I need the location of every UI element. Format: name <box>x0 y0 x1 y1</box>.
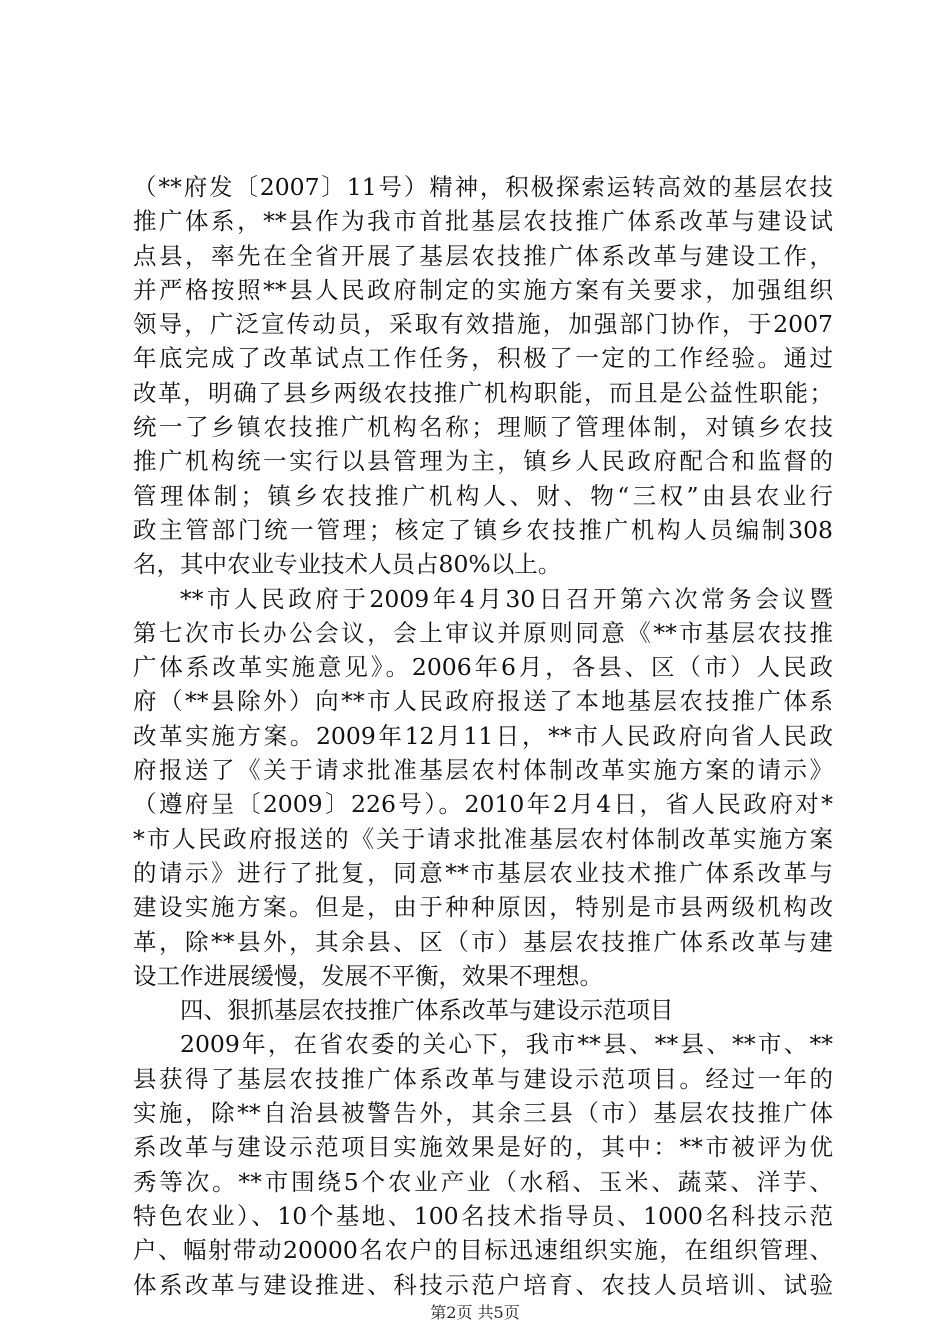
document-body <box>133 170 833 1302</box>
text-line: 府（**县除外）向**市人民政府报送了本地基层农技推广体系 <box>133 687 833 716</box>
text-line: 点县，率先在全省开展了基层农技推广体系改革与建设工作， <box>133 241 833 270</box>
text-line: （遵府呈〔2009〕226号）。2010年2月4日，省人民政府对* <box>133 790 833 819</box>
text-line: 建设实施方案。但是，由于种种原因，特别是市县两级机构改 <box>133 893 833 922</box>
text-line: 的请示》进行了批复，同意**市基层农业技术推广体系改革与 <box>133 858 833 887</box>
text-line: （**府发〔2007〕11号）精神，积极探索运转高效的基层农技 <box>133 173 833 201</box>
text-line: 并严格按照**县人民政府制定的实施方案有关要求，加强组织 <box>133 275 833 304</box>
text-line: **市人民政府于2009年4月30日召开第六次常务会议暨 <box>180 584 833 613</box>
text-line: 户、幅射带动20000名农户的目标迅速组织实施，在组织管理、 <box>133 1236 833 1265</box>
text-line: 改革，明确了县乡两级农技推广机构职能，而且是公益性职能； <box>133 378 833 407</box>
text-line: 府报送了《关于请求批准基层农村体制改革实施方案的请示》 <box>133 756 833 785</box>
text-line: 改革实施方案。2009年12月11日，**市人民政府向省人民政 <box>133 721 833 750</box>
text-line: 秀等次。**市围绕5个农业产业（水稻、玉米、蔬菜、洋芋、 <box>133 1167 833 1196</box>
text-line: 领导，广泛宣传动员，采取有效措施，加强部门协作，于2007 <box>133 310 833 339</box>
text-line: 年底完成了改革试点工作任务，积极了一定的工作经验。通过 <box>133 344 833 373</box>
text-line: 实施，除**自治县被警告外，其余三县（市）基层农技推广体 <box>133 1099 833 1128</box>
text-line: 第七次市长办公会议，会上审议并原则同意《**市基层农技推 <box>133 618 833 647</box>
text-line: 政主管部门统一管理；核定了镇乡农技推广机构人员编制308 <box>133 515 833 544</box>
text-line: 体系改革与建设推进、科技示范户培育、农技人员培训、试验 <box>133 1270 833 1299</box>
text-line: 设工作进展缓慢，发展不平衡，效果不理想。 <box>133 961 603 990</box>
text-line: 四、狠抓基层农技推广体系改革与建设示范项目 <box>180 996 674 1025</box>
text-line: 系改革与建设示范项目实施效果是好的，其中：**市被评为优 <box>133 1133 833 1162</box>
text-line: 广体系改革实施意见》。2006年6月，各县、区（市）人民政 <box>133 653 833 682</box>
text-line: 名，其中农业专业技术人员占80%以上。 <box>133 550 562 579</box>
text-line: 推广体系，**县作为我市首批基层农技推广体系改革与建设试 <box>133 207 833 236</box>
text-line: 2009年，在省农委的关心下，我市**县、**县、**市、** <box>180 1030 833 1059</box>
text-line: 管理体制；镇乡农技推广机构人、财、物“三权”由县农业行 <box>133 481 833 510</box>
page-footer: 第2页 共5页 <box>430 1303 520 1322</box>
text-line: 推广机构统一实行以县管理为主，镇乡人民政府配合和监督的 <box>133 447 833 476</box>
text-line: 特色农业）、10个基地、100名技术指导员、1000名科技示范 <box>133 1201 833 1230</box>
text-line: 县获得了基层农技推广体系改革与建设示范项目。经过一年的 <box>133 1064 833 1093</box>
text-line: 统一了乡镇农技推广机构名称；理顺了管理体制，对镇乡农技 <box>133 413 833 442</box>
text-line: 革，除**县外，其余县、区（市）基层农技推广体系改革与建 <box>133 927 833 956</box>
text-line: *市人民政府报送的《关于请求批准基层农村体制改革实施方案 <box>133 824 833 853</box>
